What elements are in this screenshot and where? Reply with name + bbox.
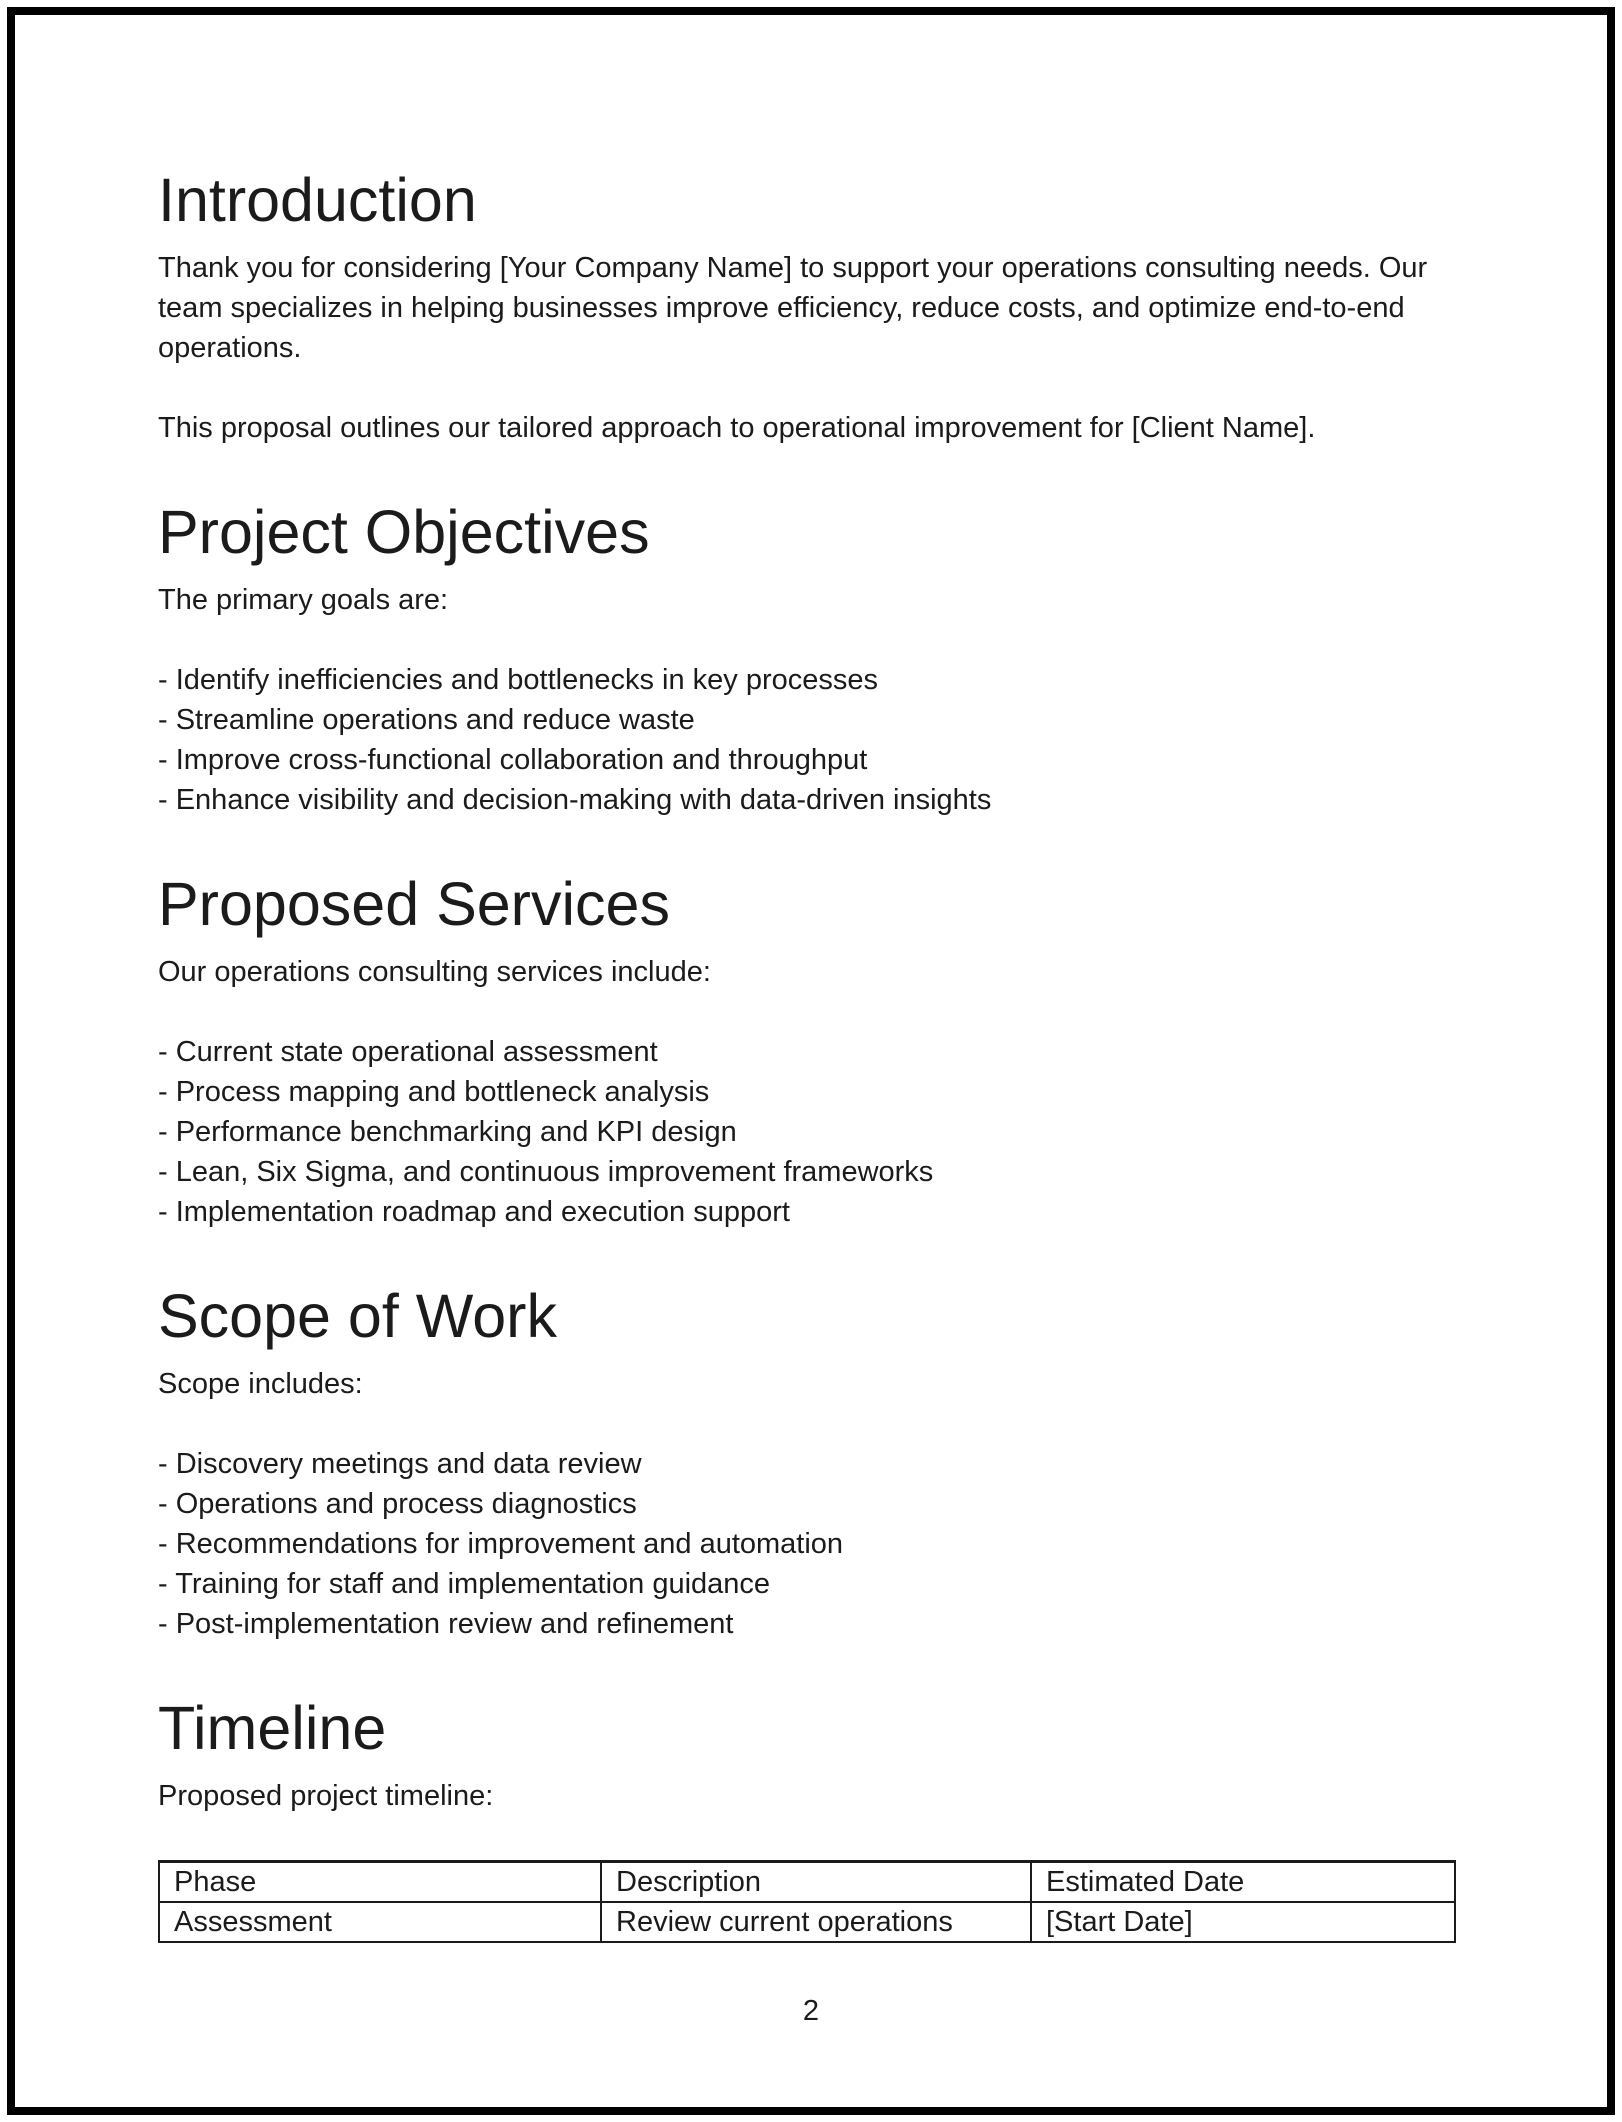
table-cell-description: Review current operations <box>601 1902 1031 1942</box>
body-paragraph: Thank you for considering [Your Company Name] to support your operations consulting needs. Our team specializes in helping businesses improve efficiency, reduce costs, and optimize end-to-end operations. <box>158 252 1428 364</box>
page-number: 2 <box>802 1995 820 2027</box>
body-paragraph: Our operations consulting services include: <box>158 956 711 988</box>
section-heading-timeline: Timeline <box>158 1694 387 1762</box>
table-cell-phase: Assessment <box>159 1902 601 1942</box>
list-item: - Training for staff and implementation guidance <box>158 1568 771 1600</box>
table-cell-estimated-date: [Start Date] <box>1031 1902 1455 1942</box>
page-content <box>158 164 1464 1943</box>
list-item: - Enhance visibility and decision-making with data-driven insights <box>158 784 992 816</box>
bullet-list-services <box>158 1032 1464 1232</box>
table-header-cell-description: Description <box>601 1862 1031 1903</box>
list-item: - Implementation roadmap and execution support <box>158 1196 790 1228</box>
body-paragraph: Scope includes: <box>158 1368 363 1400</box>
list-item: - Improve cross-functional collaboration and throughput <box>158 744 868 776</box>
table-header-cell-phase: Phase <box>159 1862 601 1903</box>
list-item: - Process mapping and bottleneck analysis <box>158 1076 710 1108</box>
table-header-cell-estimated-date: Estimated Date <box>1031 1862 1455 1903</box>
body-paragraph: This proposal outlines our tailored approach to operational improvement for [Client Name]. <box>158 412 1316 444</box>
list-item: - Performance benchmarking and KPI design <box>158 1116 737 1148</box>
section-heading-proposed-services: Proposed Services <box>158 870 670 938</box>
list-item: - Current state operational assessment <box>158 1036 658 1068</box>
list-item: - Operations and process diagnostics <box>158 1488 637 1520</box>
list-item: - Discovery meetings and data review <box>158 1448 642 1480</box>
list-item: - Lean, Six Sigma, and continuous improvement frameworks <box>158 1156 934 1188</box>
table-row <box>159 1902 1455 1942</box>
section-heading-scope-of-work: Scope of Work <box>158 1282 557 1350</box>
body-paragraph: Proposed project timeline: <box>158 1780 494 1812</box>
section-heading-introduction: Introduction <box>158 166 477 234</box>
timeline-table <box>158 1860 1456 1943</box>
list-item: - Identify inefficiencies and bottlenecks in key processes <box>158 664 879 696</box>
body-paragraph: The primary goals are: <box>158 584 449 616</box>
bullet-list-scope <box>158 1444 1464 1644</box>
list-item: - Post-implementation review and refinement <box>158 1608 734 1640</box>
table-header-row <box>159 1862 1455 1903</box>
section-heading-project-objectives: Project Objectives <box>158 498 650 566</box>
bullet-list-objectives <box>158 660 1464 820</box>
list-item: - Streamline operations and reduce waste <box>158 704 695 736</box>
list-item: - Recommendations for improvement and automation <box>158 1528 844 1560</box>
